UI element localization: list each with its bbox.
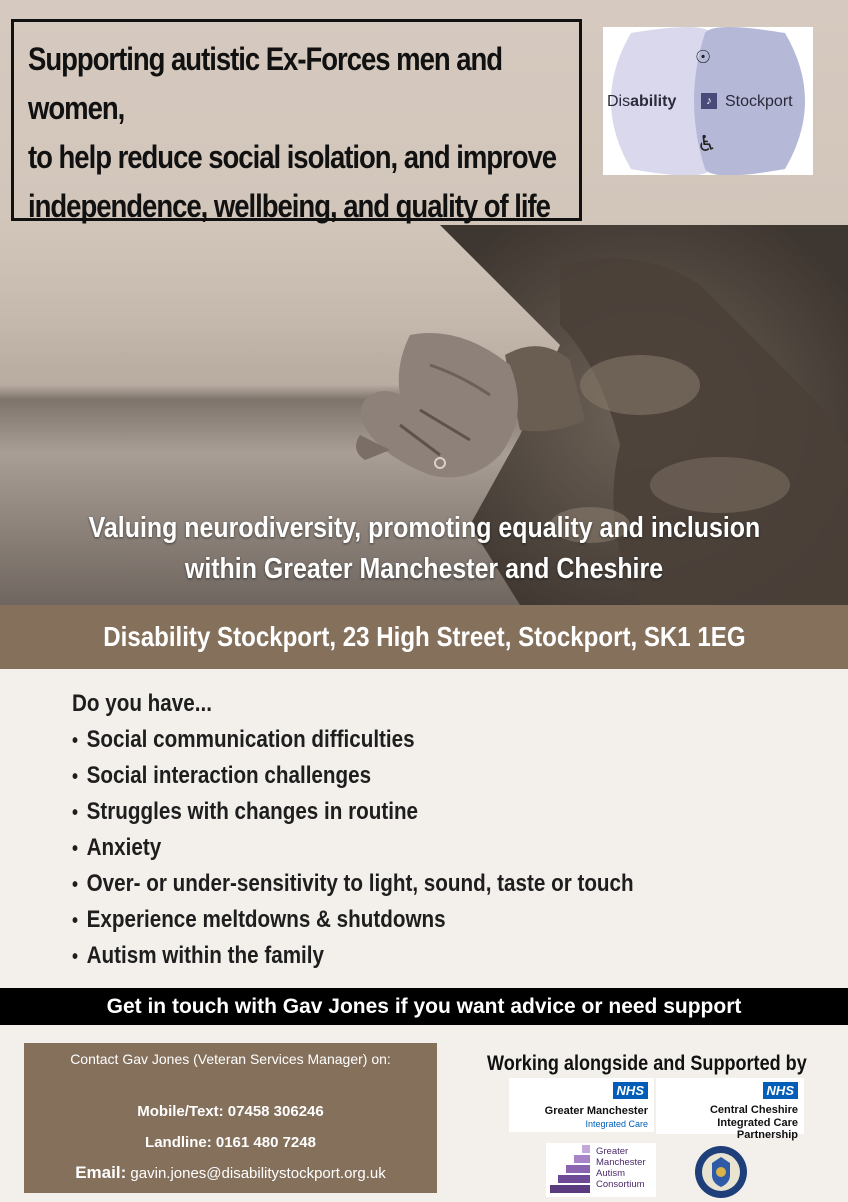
logo-text-dis: Dis [607,93,631,110]
list-item-text: Experience meltdowns & shutdowns [86,906,446,933]
gmac-line-1: Greater [596,1146,629,1157]
gm-autism-consortium-logo [546,1143,656,1197]
gmac-line-4: Consortium [596,1179,645,1190]
tagline-line-2: within Greater Manchester and Cheshire [184,553,664,585]
list-item: • Autism within the family [72,942,325,969]
tagline [0,508,848,590]
staircase-icon [546,1143,594,1197]
nhs-gm-name: Greater Manchester [544,1105,648,1117]
gmac-text [596,1146,646,1190]
list-item: • Social communication difficulties [72,726,415,753]
gmac-line-3: Autism [596,1168,626,1179]
contact-landline[interactable]: Landline: 0161 480 7248 [145,1134,316,1151]
contact-mobile[interactable]: Mobile/Text: 07458 306246 [137,1103,324,1120]
address-text: Disability Stockport, 23 High Street, Stockport, SK1 1EG [102,621,746,652]
contact-email-link[interactable]: gavin.jones@disabilitystockport.org.uk [130,1165,386,1182]
nhs-badge: NHS [763,1082,798,1099]
nhs-central-cheshire-logo [656,1078,804,1141]
list-item-text: Social communication difficulties [86,726,415,753]
tagline-line-1: Valuing neurodiversity, promoting equality and inclusion [88,512,760,544]
logo-text-stockport: Stockport [725,93,793,110]
list-item-text: Autism within the family [86,942,325,969]
logo-wordmark [607,93,676,111]
headline-line-1: Supporting autistic Ex-Forces men and women, [28,41,503,126]
nhs-gm-sub: Integrated Care [585,1119,648,1129]
list-item-text: Over- or under-sensitivity to light, sound, taste or touch [86,870,634,897]
nhs-cc-name-2: Integrated Care Partnership [717,1117,798,1141]
address-bar [0,605,848,669]
list-item: • Over- or under-sensitivity to light, sound, taste or touch [72,870,634,897]
list-item: • Anxiety [72,834,162,861]
headline-box [11,19,582,224]
list-item-text: Anxiety [86,834,162,861]
checklist-intro: Do you have... [72,690,212,717]
list-item-text: Social interaction challenges [86,762,372,789]
checklist [72,722,725,974]
hearing-loop-icon: ♪ [701,93,717,109]
headline [28,35,573,231]
nhs-greater-manchester-logo [509,1078,654,1132]
round-seal-logo [694,1145,748,1199]
list-item: • Struggles with changes in routine [72,798,419,825]
nhs-cc-name: Central Cheshire [709,1104,798,1116]
disability-stockport-logo [603,27,813,175]
supporters-title: Working alongside and Supported by [487,1052,807,1075]
contact-email-label: Email: [75,1163,127,1182]
contact-intro: Contact Gav Jones (Veteran Services Manager) on: [70,1051,391,1067]
headline-line-3: independence, wellbeing, and quality of life [28,188,550,224]
contact-email-line [24,1163,437,1183]
call-to-action-banner: Get in touch with Gav Jones if you want advice or need support [0,988,848,1025]
eye-strikethrough-icon: ☉︎ [695,47,712,67]
logo-text-ability: ability [630,93,677,110]
list-item: • Social interaction challenges [72,762,372,789]
nhs-badge: NHS [613,1082,648,1099]
list-item: • Experience meltdowns & shutdowns [72,906,446,933]
list-item-text: Struggles with changes in routine [86,798,419,825]
wheelchair-icon: ♿ [697,131,717,156]
gmac-line-2: Manchester [596,1157,646,1168]
contact-box [24,1043,437,1193]
headline-line-2: to help reduce social isolation, and improve [28,139,557,175]
